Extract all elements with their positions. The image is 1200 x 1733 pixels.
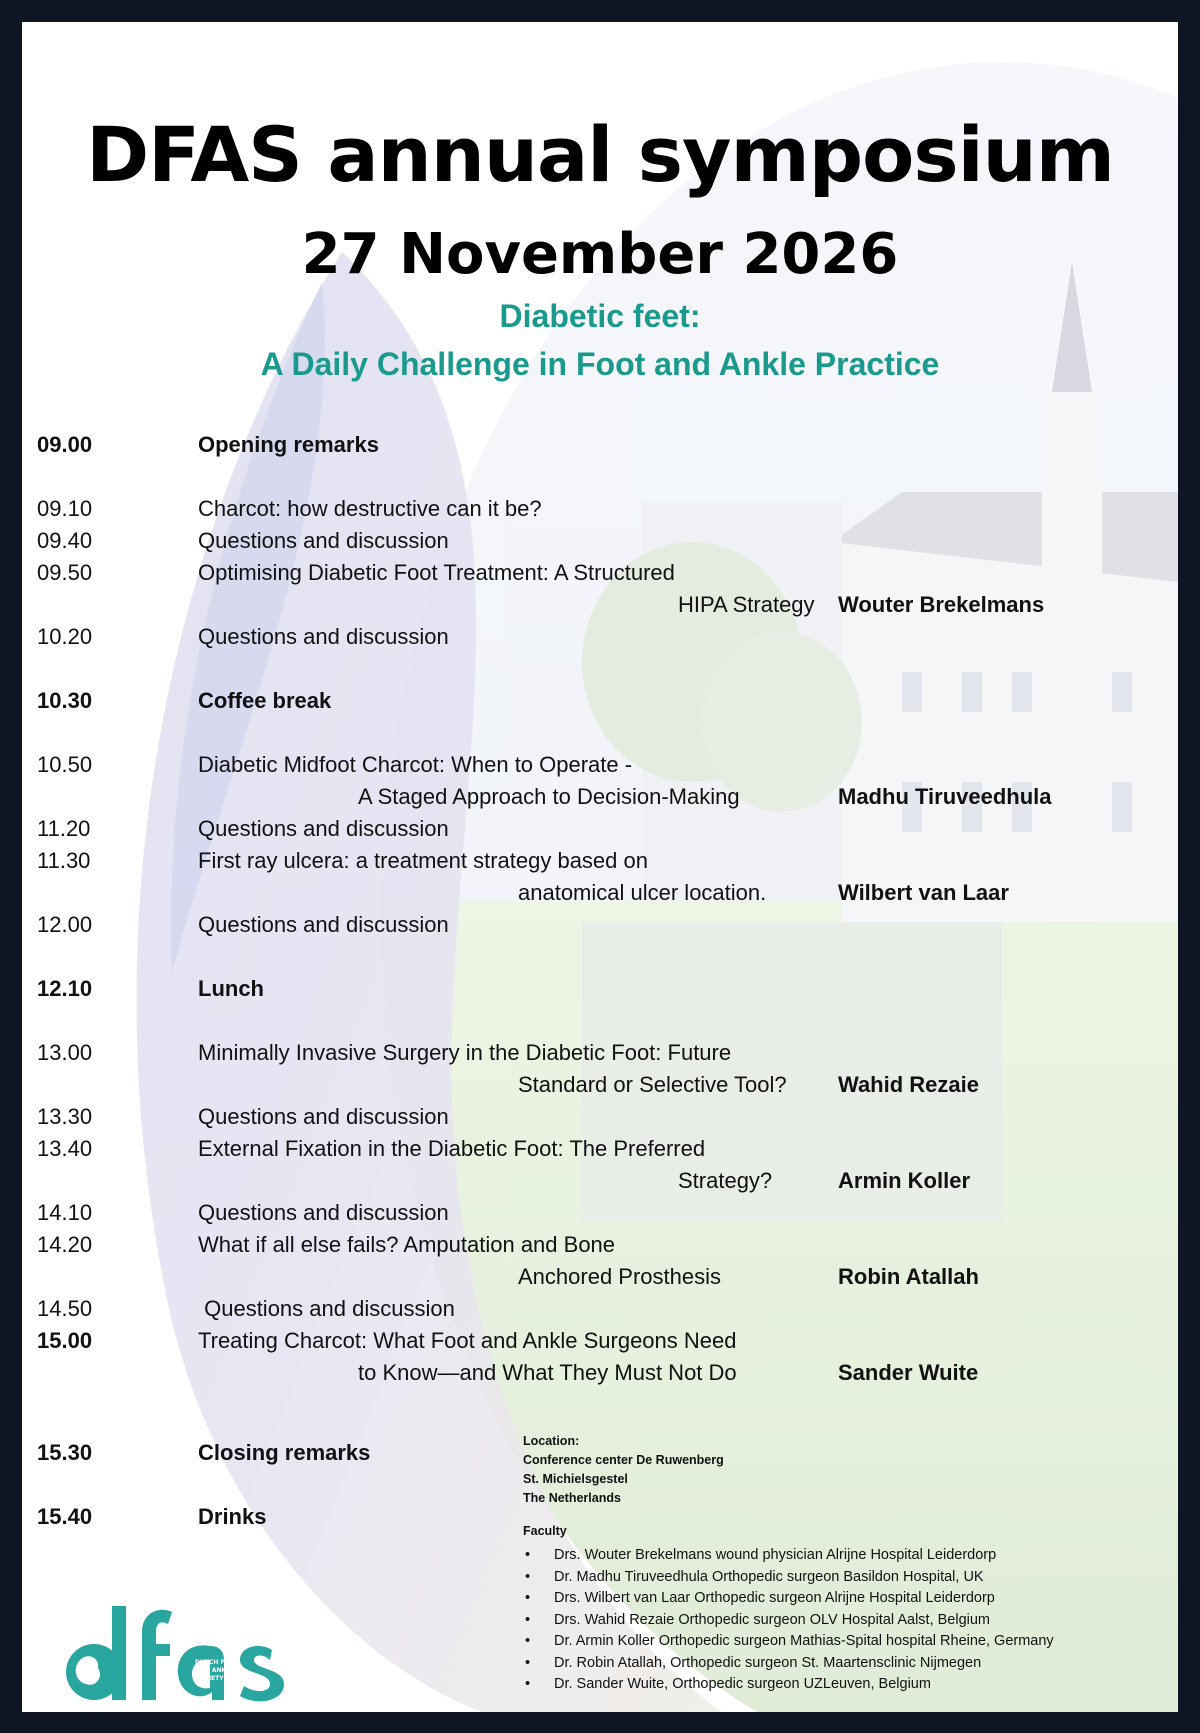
program-title: First ray ulcera: a treatment strategy based on	[198, 848, 648, 873]
program-title: Minimally Invasive Surgery in the Diabetic Foot: Future	[198, 1040, 732, 1065]
faculty-member: • Drs. Wilbert van Laar Orthopedic surgeon Alrijne Hospital Leiderdorp	[523, 1588, 1054, 1610]
program-title: What if all else fails? Amputation and Bone	[198, 1232, 616, 1257]
program-title: Questions and discussion	[198, 816, 449, 841]
event-subtitle-line2: A Daily Challenge in Foot and Ankle Practice	[260, 346, 940, 382]
program-title: Questions and discussion	[198, 528, 449, 553]
faculty-member: • Dr. Armin Koller Orthopedic surgeon Mathias-Spital hospital Rheine, Germany	[523, 1631, 1054, 1653]
program-title: Treating Charcot: What Foot and Ankle Surgeons Need	[198, 1328, 737, 1353]
event-title: DFAS annual symposium	[86, 110, 1114, 199]
program-row	[22, 1232, 1178, 1289]
program-time: 15.30	[37, 1440, 93, 1465]
program-time: 12.00	[37, 912, 93, 937]
program-time: 12.10	[37, 976, 93, 1001]
program-title: Drinks	[198, 1504, 267, 1529]
program-time: 11.20	[37, 816, 91, 841]
program-time: 09.10	[37, 496, 93, 521]
program-time: 14.50	[37, 1296, 93, 1321]
program-time: 09.50	[37, 560, 93, 585]
program-speaker: Madhu Tiruveedhula	[838, 784, 1052, 809]
location-city: St. Michielsgestel	[523, 1472, 628, 1486]
program-row	[22, 1136, 1178, 1193]
program-time: 09.00	[37, 432, 93, 457]
program-title: Questions and discussion	[198, 624, 449, 649]
faculty-member: • Dr. Robin Atallah, Orthopedic surgeon St. Maartensclinic Nijmegen	[523, 1653, 1054, 1675]
program-row-coffee-break	[22, 688, 1178, 720]
poster-page	[22, 22, 1178, 1712]
program-time: 10.50	[37, 752, 93, 777]
faculty-list	[523, 1545, 1054, 1696]
program-row	[22, 496, 1178, 528]
logo-tagline-line3: SOCIETY	[195, 1675, 224, 1682]
program-speaker: Wahid Rezaie	[838, 1072, 979, 1097]
program-row	[22, 1328, 1178, 1385]
location-country: The Netherlands	[523, 1491, 621, 1505]
program-time: 09.40	[37, 528, 93, 553]
program-title-continued: A Staged Approach to Decision-Making	[358, 784, 740, 809]
program-title-continued: Standard or Selective Tool?	[518, 1072, 787, 1097]
program-title-continued: Strategy?	[678, 1168, 773, 1193]
program-row	[22, 848, 1178, 905]
program-title: Questions and discussion	[198, 1200, 449, 1225]
event-date: 27 November 2026	[301, 222, 899, 287]
program-title-continued: HIPA Strategy	[678, 592, 815, 617]
program-time: 14.10	[37, 1200, 93, 1225]
logo-tagline-line1: DUTCH FOOT	[195, 1659, 239, 1666]
program-speaker: Robin Atallah	[838, 1264, 979, 1289]
faculty-member: • Dr. Sander Wuite, Orthopedic surgeon UZLeuven, Belgium	[523, 1674, 1054, 1696]
program-time: 10.20	[37, 624, 93, 649]
program-row-lunch	[22, 976, 1178, 1008]
program-title-continued: to Know—and What They Must Not Do	[358, 1360, 737, 1385]
program-title: Questions and discussion	[198, 1296, 455, 1321]
program-time: 10.30	[37, 688, 93, 713]
program-title: Optimising Diabetic Foot Treatment: A Structured	[198, 560, 675, 585]
program-row	[22, 1104, 1178, 1136]
program-title-continued: anatomical ulcer location.	[518, 880, 767, 905]
program-row	[22, 528, 1178, 560]
logo-tagline-line2: AND ANKLE	[195, 1667, 234, 1674]
program-time: 11.30	[37, 848, 91, 873]
program-speaker: Wilbert van Laar	[838, 880, 1009, 905]
program-time: 15.40	[37, 1504, 93, 1529]
program-title: Opening remarks	[198, 432, 379, 457]
program-speaker: Wouter Brekelmans	[838, 592, 1045, 617]
program-title: Diabetic Midfoot Charcot: When to Operate -	[198, 752, 633, 777]
faculty-member: • Drs. Wouter Brekelmans wound physician Alrijne Hospital Leiderdorp	[523, 1545, 1054, 1567]
location-heading: Location:	[523, 1434, 580, 1448]
program-time: 13.40	[37, 1136, 93, 1161]
program-row	[22, 1296, 1178, 1328]
location-venue: Conference center De Ruwenberg	[523, 1453, 724, 1467]
program-title-continued: Anchored Prosthesis	[518, 1264, 721, 1289]
program-time: 13.00	[37, 1040, 93, 1065]
program-row	[22, 752, 1178, 809]
program-time: 14.20	[37, 1232, 93, 1257]
faculty-member: • Dr. Madhu Tiruveedhula Orthopedic surgeon Basildon Hospital, UK	[523, 1567, 1054, 1589]
location-block	[523, 1432, 724, 1508]
program-speaker: Sander Wuite	[838, 1360, 979, 1385]
program-row	[22, 624, 1178, 656]
program-title: Lunch	[198, 976, 264, 1001]
program-row	[22, 1200, 1178, 1232]
faculty-member: • Drs. Wahid Rezaie Orthopedic surgeon OLV Hospital Aalst, Belgium	[523, 1610, 1054, 1632]
program-title: External Fixation in the Diabetic Foot: The Preferred	[198, 1136, 706, 1161]
program-title: Coffee break	[198, 688, 332, 713]
program-speaker: Armin Koller	[838, 1168, 971, 1193]
program-title: Questions and discussion	[198, 912, 449, 937]
program-time: 15.00	[37, 1328, 93, 1353]
program-row	[22, 1040, 1178, 1097]
program-row-drinks	[22, 1504, 1178, 1536]
event-subtitle-line1: Diabetic feet:	[499, 298, 701, 334]
program-row-opening	[22, 432, 1178, 464]
dfas-logo	[60, 1602, 300, 1712]
program-title: Charcot: how destructive can it be?	[198, 496, 542, 521]
program-title: Questions and discussion	[198, 1104, 449, 1129]
program-time: 13.30	[37, 1104, 93, 1129]
program-row	[22, 816, 1178, 848]
program-row	[22, 912, 1178, 944]
program-title: Closing remarks	[198, 1440, 371, 1465]
faculty-heading: Faculty	[523, 1524, 567, 1538]
program-row	[22, 560, 1178, 617]
